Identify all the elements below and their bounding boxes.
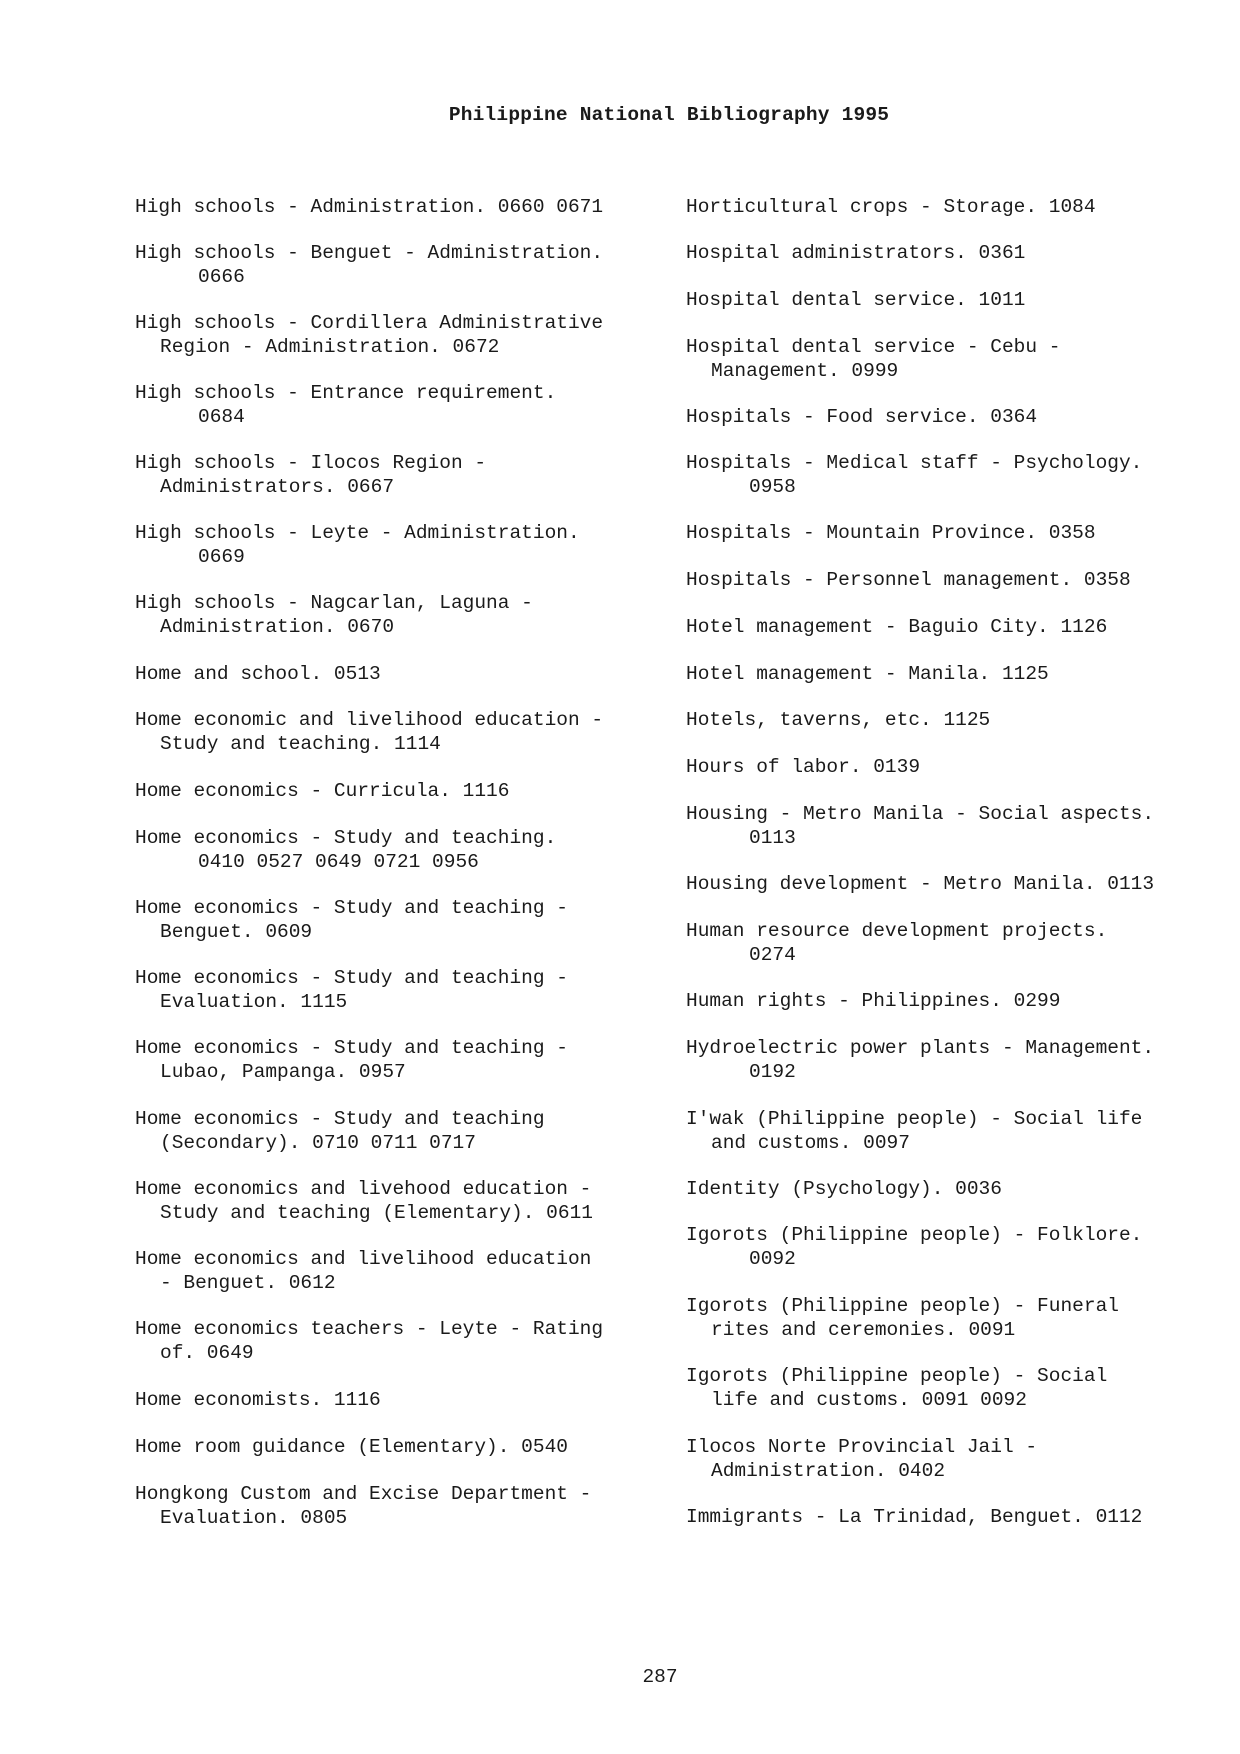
entry-continuation: life and customs. 0091 0092 xyxy=(711,1388,1027,1411)
entry-heading: Hospitals - Mountain Province. 0358 xyxy=(686,522,1096,544)
index-entry xyxy=(686,1506,1142,1530)
index-entry xyxy=(135,1108,545,1155)
index-entry xyxy=(686,663,1049,687)
index-entry xyxy=(135,312,603,359)
index-entry xyxy=(135,452,486,499)
entry-heading: Hospitals - Medical staff - Psychology. xyxy=(686,452,1143,474)
entry-heading: Igorots (Philippine people) - Social xyxy=(686,1365,1108,1387)
index-entry xyxy=(135,1248,591,1295)
index-entry xyxy=(686,569,1131,593)
index-entry xyxy=(686,406,1037,430)
index-entry xyxy=(686,1108,1142,1155)
index-entry xyxy=(135,382,556,429)
index-entry xyxy=(686,452,1142,499)
entry-heading: Hospitals - Food service. 0364 xyxy=(686,406,1038,428)
entry-continuation: rites and ceremonies. 0091 xyxy=(711,1318,1016,1341)
entry-heading: Ilocos Norte Provincial Jail - xyxy=(686,1436,1038,1458)
entry-heading: Home economics teachers - Leyte - Rating xyxy=(135,1318,604,1340)
entry-continuation: 0410 0527 0649 0721 0956 xyxy=(198,850,479,873)
index-entry xyxy=(686,803,1154,850)
index-entry xyxy=(686,522,1096,546)
index-entry xyxy=(135,1436,568,1460)
index-entry xyxy=(135,1483,591,1530)
index-entry xyxy=(135,967,568,1014)
entry-heading: Home room guidance (Elementary). 0540 xyxy=(135,1436,568,1458)
entry-heading: High schools - Leyte - Administration. xyxy=(135,522,580,544)
index-entry xyxy=(686,1365,1107,1412)
entry-heading: Housing development - Metro Manila. 0113 xyxy=(686,873,1155,895)
entry-continuation: Administration. 0402 xyxy=(711,1459,946,1482)
index-entry xyxy=(686,1436,1037,1483)
index-entry xyxy=(686,756,920,780)
entry-continuation: Lubao, Pampanga. 0957 xyxy=(160,1060,406,1083)
entry-heading: Housing - Metro Manila - Social aspects. xyxy=(686,803,1155,825)
entry-heading: Hospitals - Personnel management. 0358 xyxy=(686,569,1131,591)
entry-heading: High schools - Entrance requirement. xyxy=(135,382,557,404)
entry-continuation: Benguet. 0609 xyxy=(160,920,313,943)
page-title: Philippine National Bibliography 1995 xyxy=(448,104,890,126)
entry-heading: Hydroelectric power plants - Management. xyxy=(686,1037,1155,1059)
entry-heading: Home economics - Study and teaching. xyxy=(135,827,557,849)
entry-heading: Home economics - Curricula. 1116 xyxy=(135,780,510,802)
index-entry xyxy=(686,1178,1002,1202)
index-entry xyxy=(686,1037,1154,1084)
entry-heading: High schools - Nagcarlan, Laguna - xyxy=(135,592,533,614)
entry-heading: Home economic and livelihood education - xyxy=(135,709,604,731)
entry-continuation: Administrators. 0667 xyxy=(160,475,395,498)
entry-continuation: Region - Administration. 0672 xyxy=(160,335,500,358)
entry-heading: Igorots (Philippine people) - Folklore. xyxy=(686,1224,1143,1246)
entry-continuation: 0113 xyxy=(749,826,796,849)
index-entry xyxy=(686,289,1025,313)
entry-continuation: Study and teaching (Elementary). 0611 xyxy=(160,1201,593,1224)
entry-heading: Hotel management - Manila. 1125 xyxy=(686,663,1049,685)
entry-continuation: and customs. 0097 xyxy=(711,1131,910,1154)
entry-continuation: Evaluation. 1115 xyxy=(160,990,348,1013)
entry-heading: Home economics - Study and teaching - xyxy=(135,1037,568,1059)
index-entry xyxy=(135,522,580,569)
entry-heading: Identity (Psychology). 0036 xyxy=(686,1178,1002,1200)
entry-heading: Hours of labor. 0139 xyxy=(686,756,921,778)
entry-continuation: Evaluation. 0805 xyxy=(160,1506,348,1529)
index-entry xyxy=(135,663,381,687)
entry-heading: I'wak (Philippine people) - Social life xyxy=(686,1108,1143,1130)
entry-continuation: Management. 0999 xyxy=(711,359,899,382)
entry-continuation: Study and teaching. 1114 xyxy=(160,732,441,755)
entry-continuation: 0684 xyxy=(198,405,245,428)
entry-heading: Home economists. 1116 xyxy=(135,1389,381,1411)
entry-heading: High schools - Cordillera Administrative xyxy=(135,312,604,334)
index-entry xyxy=(686,336,1060,383)
entry-heading: High schools - Benguet - Administration. xyxy=(135,242,604,264)
index-entry xyxy=(686,873,1154,897)
entry-heading: Home economics - Study and teaching xyxy=(135,1108,545,1130)
index-entry xyxy=(135,1318,603,1365)
entry-heading: Human resource development projects. xyxy=(686,920,1108,942)
index-entry xyxy=(135,1389,381,1413)
index-entry xyxy=(135,709,603,756)
entry-continuation: 0669 xyxy=(198,545,245,568)
index-entry xyxy=(686,709,990,733)
entry-heading: Hotels, taverns, etc. 1125 xyxy=(686,709,991,731)
index-entry xyxy=(135,242,603,289)
index-entry xyxy=(135,592,533,639)
index-entry xyxy=(135,827,556,874)
entry-heading: High schools - Ilocos Region - xyxy=(135,452,487,474)
entry-heading: Home economics - Study and teaching - xyxy=(135,897,568,919)
entry-continuation: - Benguet. 0612 xyxy=(160,1271,336,1294)
page-number: 287 xyxy=(642,1666,678,1688)
entry-continuation: of. 0649 xyxy=(160,1341,254,1364)
entry-continuation: 0666 xyxy=(198,265,245,288)
index-entry xyxy=(135,1037,568,1084)
index-entry xyxy=(135,196,603,220)
entry-heading: Horticultural crops - Storage. 1084 xyxy=(686,196,1096,218)
entry-heading: Immigrants - La Trinidad, Benguet. 0112 xyxy=(686,1506,1143,1528)
entry-heading: Hongkong Custom and Excise Department - xyxy=(135,1483,592,1505)
entry-heading: Human rights - Philippines. 0299 xyxy=(686,990,1061,1012)
entry-heading: Hospital dental service - Cebu - xyxy=(686,336,1061,358)
entry-heading: Home economics - Study and teaching - xyxy=(135,967,568,989)
entry-heading: Hospital administrators. 0361 xyxy=(686,242,1026,264)
entry-continuation: 0274 xyxy=(749,943,796,966)
entry-heading: High schools - Administration. 0660 0671 xyxy=(135,196,604,218)
index-entry xyxy=(686,920,1107,967)
index-entry xyxy=(135,1178,593,1225)
entry-heading: Home economics and livelihood education xyxy=(135,1248,592,1270)
entry-heading: Home and school. 0513 xyxy=(135,663,381,685)
index-entry xyxy=(686,990,1060,1014)
index-entry xyxy=(135,897,568,944)
index-entry xyxy=(135,780,509,804)
entry-continuation: 0192 xyxy=(749,1060,796,1083)
index-entry xyxy=(686,616,1107,640)
index-entry xyxy=(686,1224,1142,1271)
entry-heading: Hospital dental service. 1011 xyxy=(686,289,1026,311)
entry-continuation: Administration. 0670 xyxy=(160,615,395,638)
entry-continuation: 0092 xyxy=(749,1247,796,1270)
index-entry xyxy=(686,242,1025,266)
entry-continuation: 0958 xyxy=(749,475,796,498)
index-entry xyxy=(686,1295,1119,1342)
entry-heading: Hotel management - Baguio City. 1126 xyxy=(686,616,1108,638)
entry-heading: Igorots (Philippine people) - Funeral xyxy=(686,1295,1119,1317)
entry-heading: Home economics and livehood education - xyxy=(135,1178,592,1200)
entry-continuation: (Secondary). 0710 0711 0717 xyxy=(160,1131,476,1154)
index-entry xyxy=(686,196,1096,220)
